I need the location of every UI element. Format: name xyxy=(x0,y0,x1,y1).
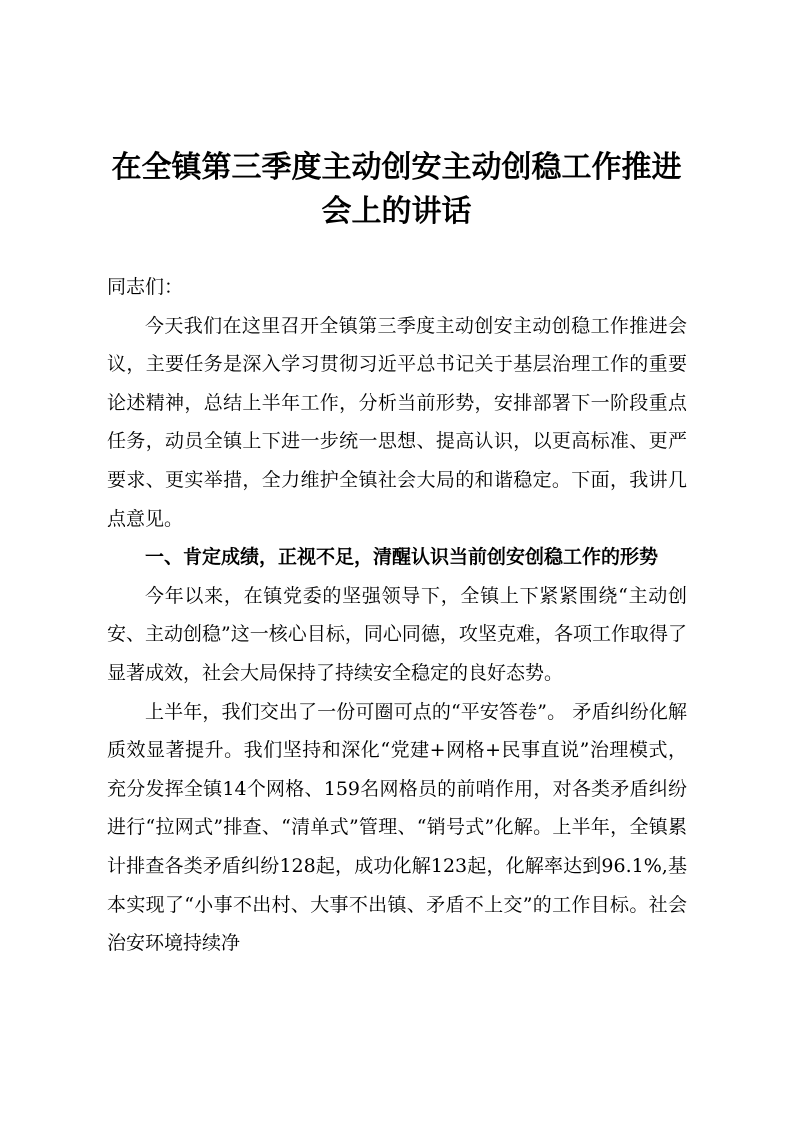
document-body xyxy=(107,268,687,963)
paragraph-achievements: 今年以来，在镇党委的坚强领导下，全镇上下紧紧围绕“主动创安、主动创稳”这一核心目标，同心同德，攻坚克难，各项工作取得了显著成效，社会大局保持了持续安全稳定的良好态势。 xyxy=(107,584,687,684)
document-title: 在全镇第三季度主动创安主动创稳工作推进会上的讲话 xyxy=(111,150,682,229)
paragraph-intro: 今天我们在这里召开全镇第三季度主动创安主动创稳工作推进会议，主要任务是深入学习贯彻习近平总书记关于基层治理工作的重要论述精神，总结上半年工作，分析当前形势，安排部署下一阶段重点任务，动员全镇上下进一步统一思想、提高认识，以更高标准、更严要求、更实举措，全力维护全镇社会大局的和谐稳定。下面，我讲几点意见。 xyxy=(107,314,687,530)
paragraph-first-half: 上半年，我们交出了一份可圈可点的“平安答卷”。 矛盾纠纷化解质效显著提升。我们坚持和深化“党建+网格+民事直说”治理模式，充分发挥全镇14个网格、159名网格员的前哨作用，对各类矛盾纠纷进行“拉网式”排查、“清单式”管理、“销号式”化解。上半年，全镇累计排查各类矛盾纠纷128起，成功化解123起，化解率达到96.1%,基本实现了“小事不出村、大事不出镇、矛盾不上交”的工作目标。社会治安环境持续净 xyxy=(107,700,687,955)
greeting: 同志们： xyxy=(107,276,184,298)
section-heading-1: 一、肯定成绩，正视不足，清醒认识当前创安创稳工作的形势 xyxy=(145,546,659,569)
